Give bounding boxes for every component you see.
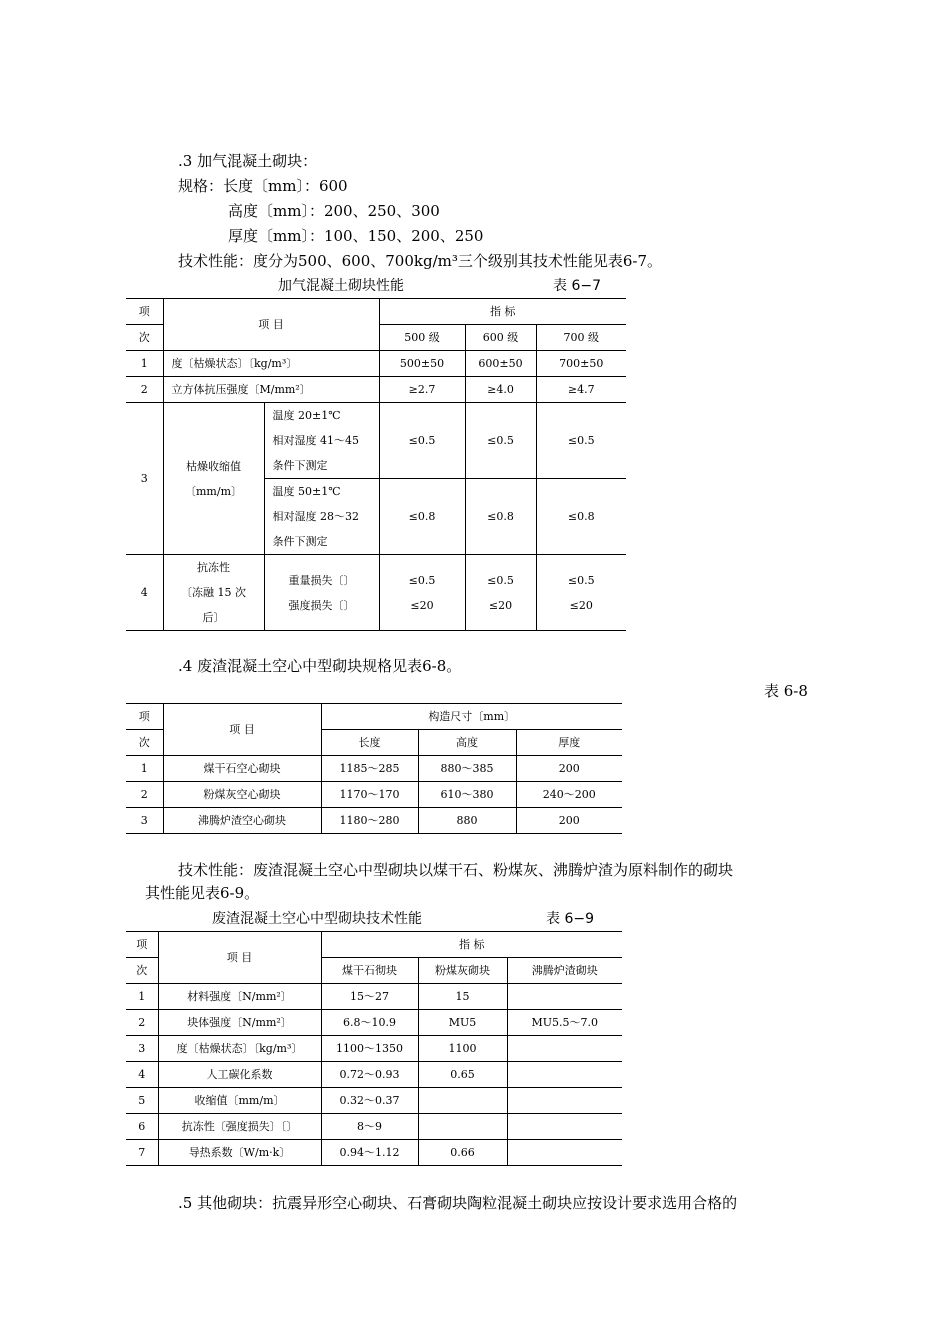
cell-value: 15 bbox=[418, 984, 507, 1010]
cell-value: 880 bbox=[418, 808, 516, 834]
header-no-top: 项 bbox=[126, 299, 163, 325]
condition-line: 强度损失〔〕 bbox=[288, 598, 355, 612]
cell-value: 0.66 bbox=[418, 1140, 507, 1166]
header-thickness: 厚度 bbox=[516, 730, 622, 756]
table-6-8 bbox=[126, 703, 622, 834]
item-line: 〔mm/m〕 bbox=[185, 484, 242, 498]
row-item: 立方体抗压强度〔M/mm²〕 bbox=[163, 377, 379, 403]
item-line: 枯燥收缩值 bbox=[186, 459, 241, 473]
row-item bbox=[163, 403, 264, 555]
row-item: 块体强度〔N/mm²〕 bbox=[158, 1010, 321, 1036]
table-row bbox=[126, 1140, 622, 1166]
header-boiler-slag: 沸腾炉渣砌块 bbox=[507, 958, 622, 984]
section-3-heading: .3 加气混凝土砌块： bbox=[178, 152, 318, 170]
row-item: 沸腾炉渣空心砌块 bbox=[163, 808, 321, 834]
row-item bbox=[163, 555, 264, 631]
grade-500: 500 级 bbox=[379, 325, 465, 351]
row-item: 度〔枯燥状态〕〔kg/m³〕 bbox=[163, 351, 379, 377]
cell-value: ≤0.5 bbox=[379, 403, 465, 479]
tech-6-9-line2: 其性能见表6-9。 bbox=[145, 884, 260, 902]
header-index: 指 标 bbox=[379, 299, 626, 325]
cell-value bbox=[507, 1088, 622, 1114]
condition-line: 条件下测定 bbox=[272, 459, 328, 472]
table-row bbox=[126, 808, 622, 834]
cell-value bbox=[465, 555, 536, 631]
header-no-bottom: 次 bbox=[126, 730, 163, 756]
table-6-9 bbox=[126, 931, 622, 1166]
row-item: 导热系数〔W/m·k〕 bbox=[158, 1140, 321, 1166]
section-5-text: .5 其他砌块：抗震异形空心砌块、石膏砌块陶粒混凝土砌块应按设计要求选用合格的 bbox=[178, 1194, 738, 1212]
row-no: 4 bbox=[126, 1062, 158, 1088]
cell-value: 600±50 bbox=[465, 351, 536, 377]
value-line: ≤0.5 bbox=[567, 573, 595, 587]
row-no: 6 bbox=[126, 1114, 158, 1140]
table-row bbox=[126, 984, 622, 1010]
cell-value bbox=[379, 555, 465, 631]
value-line: ≤20 bbox=[410, 598, 434, 612]
item-line: 后〕 bbox=[202, 611, 225, 624]
cell-value: 1180～280 bbox=[321, 808, 418, 834]
cell-value: 0.72～0.93 bbox=[321, 1062, 418, 1088]
cell-value: 240～200 bbox=[516, 782, 622, 808]
cell-value: ≥4.7 bbox=[536, 377, 626, 403]
grade-700: 700 级 bbox=[536, 325, 626, 351]
table-6-7-label: 表 6−7 bbox=[553, 278, 601, 294]
header-item: 项 目 bbox=[163, 704, 321, 756]
tech-6-9-line1: 技术性能：废渣混凝土空心中型砌块以煤干石、粉煤灰、沸腾炉渣为原料制作的砌块 bbox=[178, 861, 734, 879]
table-6-7 bbox=[126, 298, 626, 631]
cell-value: ≤0.5 bbox=[465, 403, 536, 479]
grade-600: 600 级 bbox=[465, 325, 536, 351]
cell-value: 500±50 bbox=[379, 351, 465, 377]
cell-value: ≤0.5 bbox=[536, 403, 626, 479]
cell-value: 700±50 bbox=[536, 351, 626, 377]
row-no: 7 bbox=[126, 1140, 158, 1166]
row-no: 1 bbox=[126, 351, 163, 377]
header-coal-gangue: 煤干石彻块 bbox=[321, 958, 418, 984]
header-fly-ash: 粉煤灰砌块 bbox=[418, 958, 507, 984]
row-no: 1 bbox=[126, 756, 163, 782]
spec-length: 规格：长度〔mm〕：600 bbox=[178, 177, 348, 195]
section-4-text: .4 废渣混凝土空心中型砌块规格见表6-8。 bbox=[178, 657, 462, 675]
row-no: 3 bbox=[126, 403, 163, 555]
header-height: 高度 bbox=[418, 730, 516, 756]
cell-value: ≤0.8 bbox=[536, 479, 626, 555]
row-item: 度〔枯燥状态〕〔kg/m³〕 bbox=[158, 1036, 321, 1062]
condition-cell bbox=[264, 403, 379, 479]
condition-line: 温度 50±1℃ bbox=[272, 485, 341, 498]
cell-value: 1100 bbox=[418, 1036, 507, 1062]
header-item: 项 目 bbox=[158, 932, 321, 984]
table-6-7-title: 加气混凝土砌块性能 bbox=[278, 278, 404, 294]
row-no: 2 bbox=[126, 377, 163, 403]
cell-value: 6.8～10.9 bbox=[321, 1010, 418, 1036]
value-line: ≤0.5 bbox=[487, 573, 514, 587]
table-6-9-title: 废渣混凝土空心中型砌块技术性能 bbox=[212, 911, 422, 927]
cell-value: 200 bbox=[516, 756, 622, 782]
cell-value bbox=[536, 555, 626, 631]
cell-value bbox=[507, 1114, 622, 1140]
header-dimensions: 构造尺寸〔mm〕 bbox=[321, 704, 622, 730]
row-no: 3 bbox=[126, 808, 163, 834]
cell-value: 880～385 bbox=[418, 756, 516, 782]
row-no: 5 bbox=[126, 1088, 158, 1114]
header-no-top: 项 bbox=[126, 704, 163, 730]
header-index: 指 标 bbox=[321, 932, 622, 958]
header-no-bottom: 次 bbox=[126, 958, 158, 984]
header-no-top: 项 bbox=[126, 932, 158, 958]
cell-value: ≥4.0 bbox=[465, 377, 536, 403]
cell-value: 1100～1350 bbox=[321, 1036, 418, 1062]
table-row bbox=[126, 1062, 622, 1088]
row-no: 4 bbox=[126, 555, 163, 631]
table-row bbox=[126, 377, 626, 403]
condition-line: 相对湿度 41～45 bbox=[272, 434, 359, 447]
cell-value: MU5.5～7.0 bbox=[507, 1010, 622, 1036]
header-no-bottom: 次 bbox=[126, 325, 163, 351]
cell-value bbox=[507, 1062, 622, 1088]
condition-line: 重量损失〔〕 bbox=[288, 573, 355, 587]
cell-value: 0.32～0.37 bbox=[321, 1088, 418, 1114]
cell-value: 8～9 bbox=[321, 1114, 418, 1140]
row-no: 3 bbox=[126, 1036, 158, 1062]
condition-line: 条件下测定 bbox=[272, 535, 328, 548]
header-item: 项 目 bbox=[163, 299, 379, 351]
cell-value: MU5 bbox=[418, 1010, 507, 1036]
table-row bbox=[126, 1088, 622, 1114]
cell-value bbox=[418, 1114, 507, 1140]
section-3-tech: 技术性能：度分为500、600、700kg/m³三个级别其技术性能见表6-7。 bbox=[178, 252, 663, 270]
row-item: 粉煤灰空心砌块 bbox=[163, 782, 321, 808]
table-row bbox=[126, 351, 626, 377]
cell-value bbox=[507, 984, 622, 1010]
condition-cell bbox=[264, 555, 379, 631]
row-item: 抗冻性〔强度损失〕〔〕 bbox=[158, 1114, 321, 1140]
cell-value: 0.65 bbox=[418, 1062, 507, 1088]
value-line: ≤20 bbox=[488, 598, 513, 612]
value-line: ≤0.5 bbox=[408, 573, 436, 587]
cell-value: 0.94～1.12 bbox=[321, 1140, 418, 1166]
row-no: 2 bbox=[126, 782, 163, 808]
row-item: 煤干石空心砌块 bbox=[163, 756, 321, 782]
cell-value bbox=[507, 1036, 622, 1062]
row-item: 人工碳化系数 bbox=[158, 1062, 321, 1088]
header-length: 长度 bbox=[321, 730, 418, 756]
table-row bbox=[126, 1010, 622, 1036]
row-no: 1 bbox=[126, 984, 158, 1010]
table-row bbox=[126, 1036, 622, 1062]
cell-value: 15～27 bbox=[321, 984, 418, 1010]
condition-line: 温度 20±1℃ bbox=[272, 409, 341, 422]
condition-cell bbox=[264, 479, 379, 555]
row-item: 收缩值〔mm/m〕 bbox=[158, 1088, 321, 1114]
cell-value: ≤0.8 bbox=[465, 479, 536, 555]
table-row bbox=[126, 1114, 622, 1140]
table-6-8-label: 表 6-8 bbox=[764, 682, 808, 700]
spec-height: 高度〔mm〕：200、250、300 bbox=[228, 202, 440, 220]
value-line: ≤20 bbox=[569, 598, 593, 612]
item-line: 抗冻性 bbox=[197, 561, 230, 574]
table-row bbox=[126, 555, 626, 631]
cell-value bbox=[507, 1140, 622, 1166]
item-line: 〔冻融 15 次 bbox=[181, 586, 246, 599]
spec-thickness: 厚度〔mm〕：100、150、200、250 bbox=[228, 227, 484, 245]
cell-value: 1170～170 bbox=[321, 782, 418, 808]
table-row bbox=[126, 782, 622, 808]
row-no: 2 bbox=[126, 1010, 158, 1036]
cell-value: ≤0.8 bbox=[379, 479, 465, 555]
table-row bbox=[126, 756, 622, 782]
cell-value: 200 bbox=[516, 808, 622, 834]
table-6-9-label: 表 6−9 bbox=[546, 911, 594, 927]
cell-value: ≥2.7 bbox=[379, 377, 465, 403]
cell-value: 610～380 bbox=[418, 782, 516, 808]
row-item: 材料强度〔N/mm²〕 bbox=[158, 984, 321, 1010]
table-row bbox=[126, 403, 626, 479]
condition-line: 相对湿度 28～32 bbox=[272, 510, 359, 523]
cell-value bbox=[418, 1088, 507, 1114]
cell-value: 1185～285 bbox=[321, 756, 418, 782]
